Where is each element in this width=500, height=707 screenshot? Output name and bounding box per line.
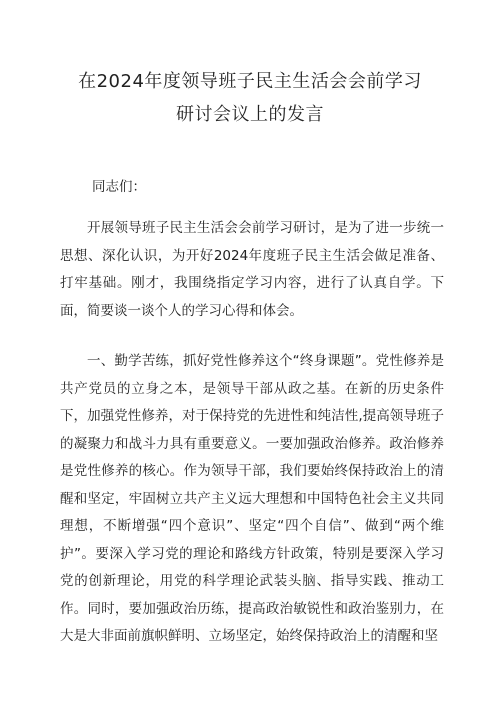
paragraph-intro: 开展领导班子民主生活会会前学习研讨，是为了进一步统一思想、深化认识，为开好2024年度班子民主生活会做足准备、打牢基础。刚才，我围绕指定学习内容，进行了认真自学。下面，简要谈一谈个人的学习心得和体会。 — [60, 220, 444, 319]
paragraph-section-one: 一、勤学苦练，抓好党性修养这个“终身课题”。党性修养是共产党员的立身之本，是领导干部从政之基。在新的历史条件下，加强党性修养，对于保持党的先进性和纯洁性,提高领导班子的凝聚力和战斗力具有重要意义。一要加强政治修养。政治修养是党性修养的核心。作为领导干部，我们要始终保持政治上的清醒和坚定，牢固树立共产主义远大理想和中国特色社会主义共同理想，不断增强“四个意识”、坚定“四个自信”、做到“两个维护”。要深入学习党的理论和路线方针政策，特别是要深入学习党的创新理论，用党的科学理论武装头脑、指导实践、推动工作。同时，要加强政治历练，提高政治敏锐性和政治鉴别力，在大是大非面前旗帜鲜明、立场坚定，始终保持政治上的清醒和坚 — [60, 353, 444, 644]
greeting: 同志们： — [92, 179, 146, 195]
document-title-line-1: 在2024年度领导班子民主生活会会前学习 — [78, 71, 422, 92]
document-title-line-2: 研讨会议上的发言 — [176, 104, 324, 125]
